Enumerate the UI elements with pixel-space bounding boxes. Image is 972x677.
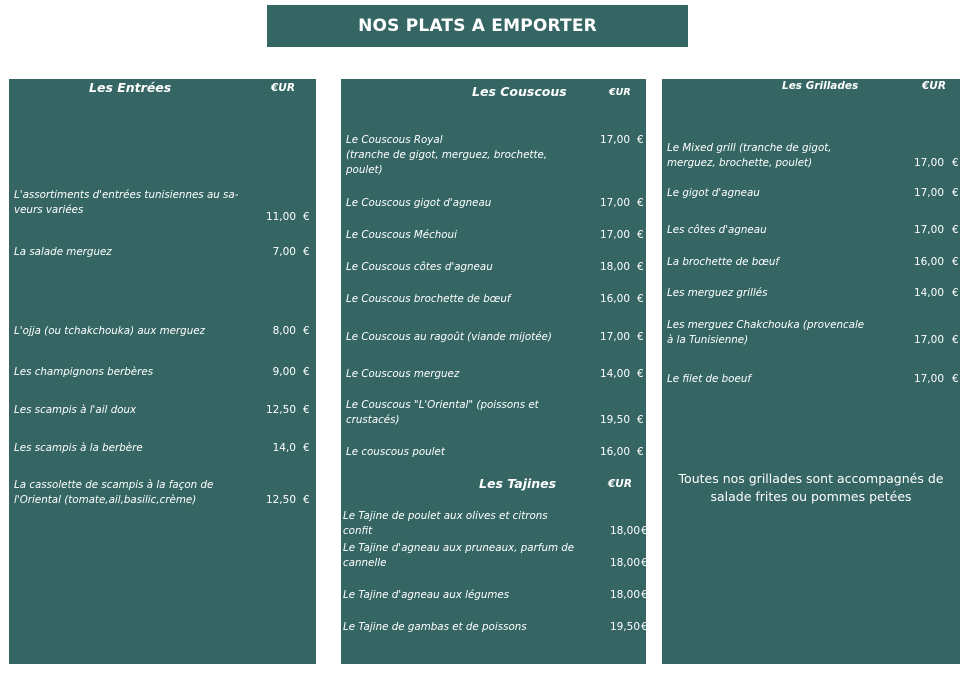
menu-item-price: 19,50 — [609, 621, 640, 633]
grillades-footer-note: Toutes nos grillades sont accompagnés de salade frites ou pommes petées — [678, 471, 944, 504]
menu-item-name: Le Tajine d'agneau aux pruneaux, parfum de cannelle — [343, 542, 575, 569]
euro-symbol: € — [303, 494, 310, 506]
euro-symbol: € — [303, 325, 310, 337]
grillades-panel — [662, 79, 960, 664]
menu-item-price: 18,00 — [609, 525, 640, 537]
menu-item-name: Le gigot d'agneau — [667, 187, 760, 199]
menu-item-price: 18,00 — [599, 261, 630, 273]
menu-item-price: 17,00 — [599, 331, 630, 343]
menu-item-name: Le Couscous merguez — [346, 368, 460, 380]
euro-symbol: € — [952, 187, 959, 199]
menu-item-price: 17,00 — [913, 224, 944, 236]
price-header: €UR — [609, 87, 631, 98]
section-heading: Les Grillades — [782, 80, 859, 92]
menu-item-name: Le Couscous Royal (tranche de gigot, merguez, brochette, poulet) — [346, 134, 548, 176]
menu-item-price: 17,00 — [913, 157, 944, 169]
menu-item-price: 7,00 — [272, 246, 296, 258]
euro-symbol: € — [637, 261, 644, 273]
menu-item-price: 17,00 — [599, 197, 630, 209]
menu-item-price: 14,00 — [599, 368, 630, 380]
euro-symbol: € — [303, 404, 310, 416]
menu-item-price: 18,00 — [609, 589, 640, 601]
euro-symbol: € — [303, 246, 310, 258]
euro-symbol: € — [641, 589, 648, 601]
menu-item-price: 11,00 — [265, 211, 296, 223]
menu-item-name: La cassolette de scampis à la façon de l'Oriental (tomate,ail,basilic,crème) — [14, 479, 214, 506]
menu-item-price: 16,00 — [599, 446, 630, 458]
euro-symbol: € — [637, 368, 644, 380]
menu-item-name: Le Tajine d'agneau aux légumes — [343, 589, 510, 601]
euro-symbol: € — [952, 224, 959, 236]
page-title: NOS PLATS A EMPORTER — [267, 5, 688, 47]
price-header: €UR — [922, 80, 946, 92]
menu-item-name: Les merguez grillés — [667, 287, 768, 299]
euro-symbol: € — [637, 331, 644, 343]
euro-symbol: € — [637, 446, 644, 458]
menu-item-name: Les scampis à la berbère — [14, 442, 143, 454]
menu-item-name: Le Couscous brochette de bœuf — [346, 293, 511, 305]
section-heading: Les Tajines — [479, 476, 557, 491]
menu-item-price: 17,00 — [913, 373, 944, 385]
menu-item-name: La brochette de bœuf — [667, 256, 780, 268]
euro-symbol: € — [952, 157, 959, 169]
euro-symbol: € — [637, 197, 644, 209]
menu-item-name: Le Couscous au ragoût (viande mijotée) — [346, 331, 552, 343]
euro-symbol: € — [641, 525, 648, 537]
menu-item-price: 9,00 — [272, 366, 296, 378]
menu-item-price: 16,00 — [599, 293, 630, 305]
euro-symbol: € — [637, 229, 644, 241]
euro-symbol: € — [303, 211, 310, 223]
euro-symbol: € — [303, 366, 310, 378]
menu-item-name: Le Tajine de gambas et de poissons — [343, 621, 527, 633]
menu-item-name: Le Couscous côtes d'agneau — [346, 261, 493, 273]
menu-item-name: Le Mixed grill (tranche de gigot, merguez, brochette, poulet) — [667, 142, 832, 169]
menu-item-name: Les côtes d'agneau — [667, 224, 767, 236]
menu-item-name: Le couscous poulet — [346, 446, 445, 458]
menu-item-price: 19,50 — [599, 414, 630, 426]
menu-item-price: 17,00 — [599, 229, 630, 241]
menu-item-name: Le Tajine de poulet aux olives et citrons confit — [343, 510, 548, 537]
menu-item-name: Les scampis à l'ail doux — [14, 404, 137, 416]
entrees-panel — [9, 79, 316, 664]
euro-symbol: € — [952, 287, 959, 299]
menu-item-price: 17,00 — [599, 134, 630, 146]
menu-item-price: 17,00 — [913, 334, 944, 346]
couscous-panel — [341, 79, 646, 664]
euro-symbol: € — [952, 334, 959, 346]
menu-item-price: 17,00 — [913, 187, 944, 199]
menu-item-name: Le Couscous Méchoui — [346, 229, 457, 241]
menu-item-name: La salade merguez — [14, 246, 112, 258]
menu-item-price: 18,00 — [609, 557, 640, 569]
section-heading: Les Entrées — [89, 80, 172, 95]
menu-item-name: Les merguez Chakchouka (provencale à la Tunisienne) — [667, 319, 865, 346]
menu-item-price: 16,00 — [913, 256, 944, 268]
menu-item-price: 14,0 — [272, 442, 296, 454]
menu-item-name: Les champignons berbères — [14, 366, 154, 378]
menu-item-price: 14,00 — [913, 287, 944, 299]
menu-item-name: L'assortiments d'entrées tunisiennes au sa- veurs variées — [14, 189, 239, 216]
euro-symbol: € — [641, 621, 648, 633]
menu-item-price: 8,00 — [272, 325, 296, 337]
menu-item-price: 12,50 — [265, 404, 296, 416]
euro-symbol: € — [303, 442, 310, 454]
menu-item-name: Le Couscous gigot d'agneau — [346, 197, 492, 209]
section-heading: Les Couscous — [472, 84, 567, 99]
menu-item-price: 12,50 — [265, 494, 296, 506]
euro-symbol: € — [637, 134, 644, 146]
price-header: €UR — [271, 82, 295, 94]
euro-symbol: € — [637, 414, 644, 426]
menu-item-name: Le Couscous "L'Oriental" (poissons et crustacés) — [346, 399, 539, 426]
euro-symbol: € — [952, 256, 959, 268]
euro-symbol: € — [641, 557, 648, 569]
price-header: €UR — [608, 478, 632, 490]
euro-symbol: € — [952, 373, 959, 385]
euro-symbol: € — [637, 293, 644, 305]
menu-item-name: Le filet de boeuf — [667, 373, 751, 385]
menu-item-name: L'ojja (ou tchakchouka) aux merguez — [14, 325, 205, 337]
